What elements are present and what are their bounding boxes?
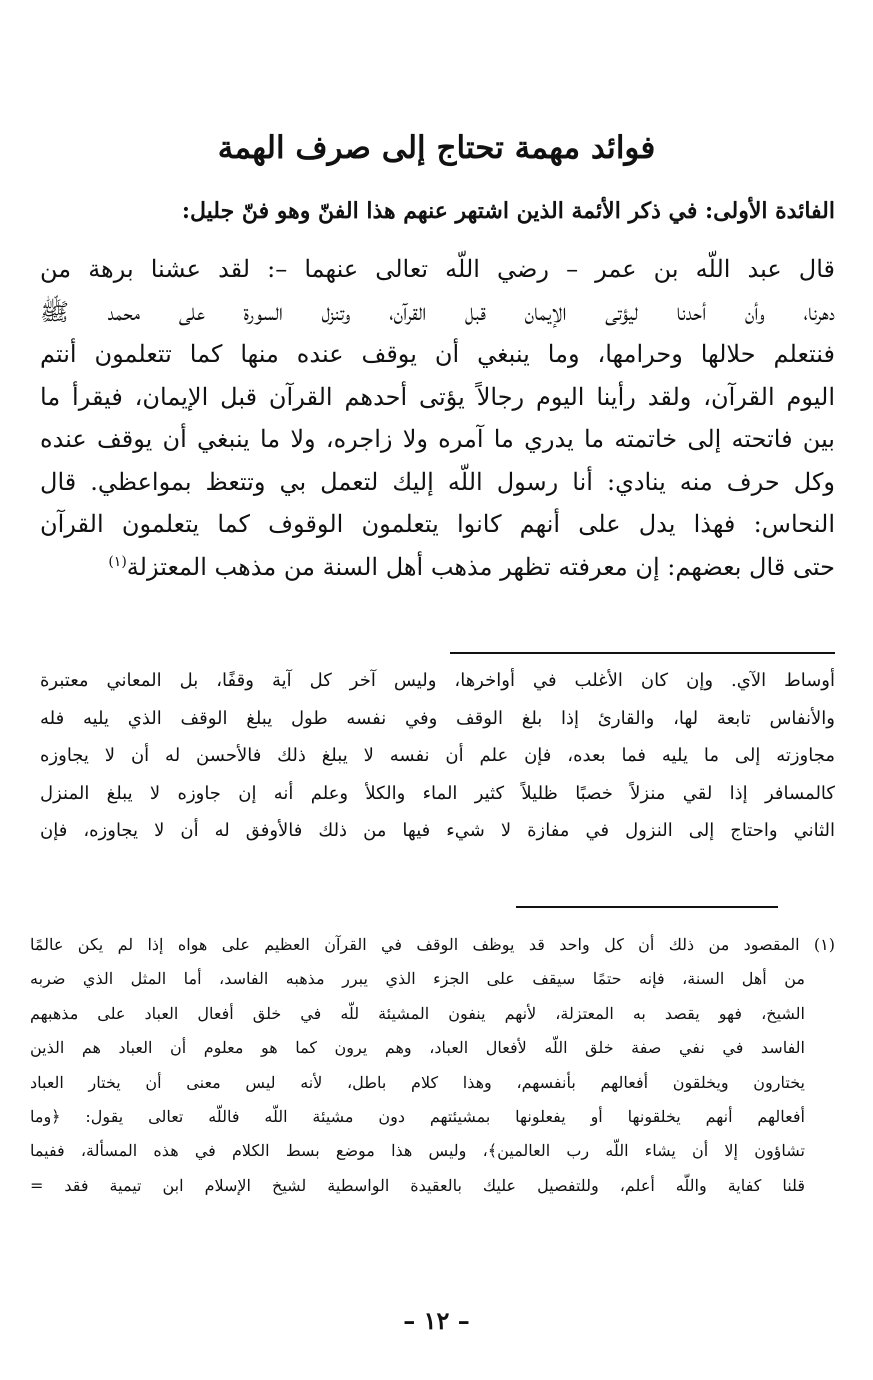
footnote-line-3: الشيخ، فهو يقصد به المعتزلة، لأنهم ينفون المشيئة للّه في خلق أفعال العباد على مذهبهم	[30, 1003, 805, 1023]
previous-footnote-continuation	[40, 662, 835, 850]
footnote-line-8: قلنا كفاية واللّه أعلم، وللتفصيل عليك بالعقيدة الواسطية لشيخ الإسلام ابن تيمية فقد =	[30, 1175, 806, 1195]
main-line-8-text: حتى قال بعضهم: إن معرفته تظهر مذهب أهل السنة من مذهب المعتزلة	[126, 552, 835, 581]
main-line-7: النحاس: فهذا يدل على أنهم كانوا يتعلمون الوقوف كما يتعلمون القرآن	[40, 510, 835, 538]
section-subtitle: الفائدة الأولى: في ذكر الأئمة الذين اشتهر عنهم هذا الفنّ وهو فنّ جليل:	[181, 198, 835, 224]
footnote-line-2: من أهل السنة، فإنه حتمًا سيقف على الجزء الذي يبرر مذهبه الفاسد، أما المثل الذي ضربه	[30, 969, 805, 989]
main-line-8	[40, 546, 835, 589]
footnote-line-1: (١) المقصود من ذلك أن كل واحد قد يوظف الوقف في القرآن العظيم على هواه إذا لم يكن عالمًا	[30, 935, 835, 954]
continuation-line-3: مجاوزته إلى ما يليه فما بعده، فإن علم أن نفسه لا يبلغ ذلك فالأحسن له أن لا يجاوزه	[40, 745, 835, 766]
main-body-text	[40, 248, 835, 588]
footnote-marker: (١)	[108, 553, 127, 570]
footnote-line-6: أفعالهم أنهم يخلقونها أو يفعلونها بمشيئتهم دون مشيئة اللّه فاللّه تعالى يقول: ﴿وما	[30, 1106, 805, 1126]
main-line-1: قال عبد اللّه بن عمر – رضي اللّه تعالى عنهما –: لقد عشنا برهة من	[40, 255, 835, 283]
page-title: فوائد مهمة تحتاج إلى صرف الهمة	[217, 130, 656, 166]
separator-rule-upper	[450, 652, 835, 654]
continuation-line-5: الثاني واحتاج إلى النزول في مفازة لا شيء فيها من ذلك فالأوفق له أن لا يجاوزه، فإن	[40, 820, 835, 841]
footnote-line-7: تشاؤون إلا أن يشاء اللّه رب العالمين﴾، وليس هذا موضع بسط الكلام في هذه المسألة، ففيما	[30, 1141, 805, 1161]
separator-rule-lower	[516, 906, 778, 908]
footnote-block	[30, 928, 835, 1203]
continuation-line-2: والأنفاس تابعة لها، والقارئ إذا بلغ الوقف وفي نفسه طول يبلغ الوقف الذي يليه فله	[40, 707, 835, 729]
main-line-5: بين فاتحته إلى خاتمته ما يدري ما آمره ولا زاجره، ولا ما ينبغي أن يوقف عنده	[40, 425, 835, 453]
main-line-2: دهرنا، وأن أحدنا ليؤتى الإيمان قبل القرآن، وتنزل السورة على محمد ﷺ	[40, 297, 835, 326]
main-line-3: فنتعلم حلالها وحرامها، وما ينبغي أن يوقف عنده منها كما تتعلمون أنتم	[40, 340, 835, 368]
main-line-4: اليوم القرآن، ولقد رأينا اليوم رجالاً يؤتى أحدهم القرآن قبل الإيمان، فيقرأ ما	[40, 382, 835, 411]
continuation-line-4: كالمسافر إذا لقي منزلاً خصبًا ظليلاً كثير الماء والكلأ وعلم أنه إن جاوزه لا يبلغ المنزل	[40, 782, 835, 804]
page-number: – ١٢ –	[403, 1306, 470, 1335]
footnote-line-4: الفاسد في نفي صفة خلق اللّه لأفعال العباد، وهم يرون كما هو معلوم أن العباد هم الذين	[30, 1038, 805, 1058]
continuation-line-1: أوساط الآي. وإن كان الأغلب في أواخرها، وليس آخر كل آية وقفًا، بل المعاني معتبرة	[40, 670, 835, 691]
footnote-line-5: يختارون ويخلقون أفعالهم بأنفسهم، وهذا كلام باطل، لأنه ليس معنى أن يختار العباد	[30, 1072, 805, 1092]
main-line-6: وكل حرف منه ينادي: أنا رسول اللّه إليك لتعمل بي وتتعظ بمواعظي. قال	[40, 467, 835, 496]
